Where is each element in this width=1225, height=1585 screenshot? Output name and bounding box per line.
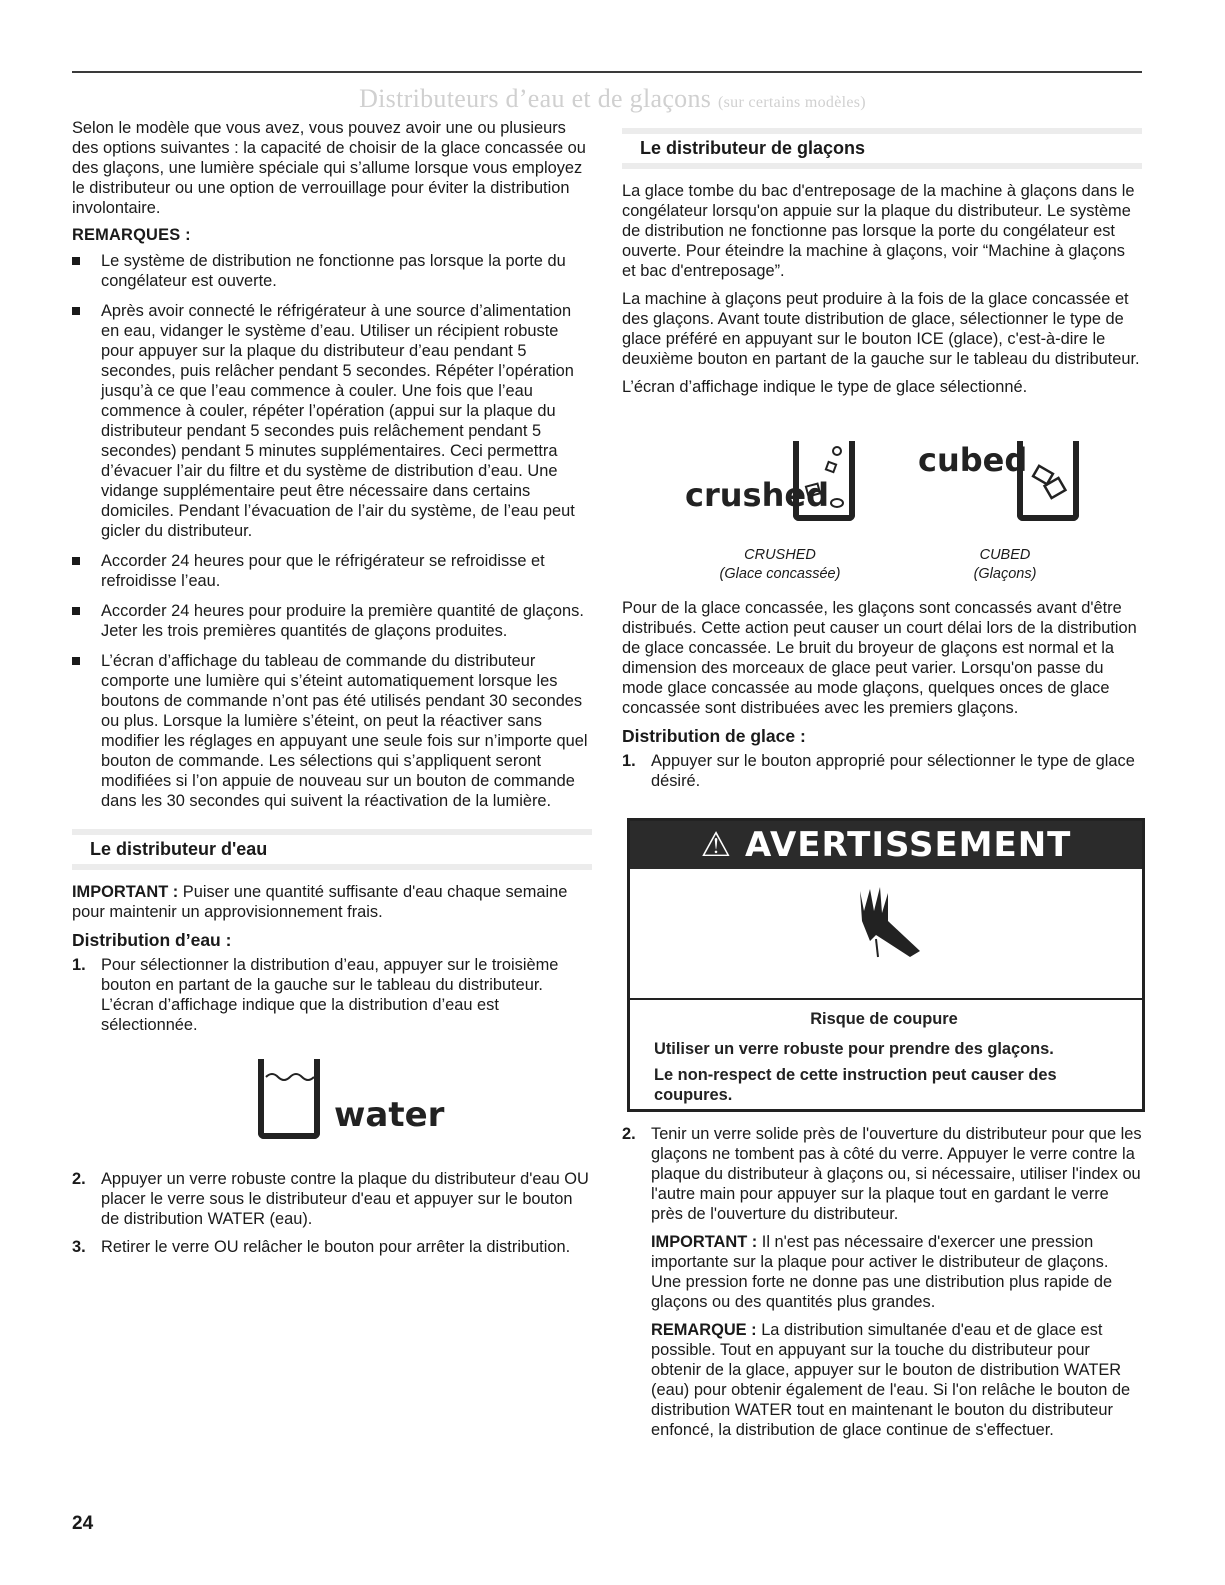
ice-remark-paragraph: REMARQUE : La distribution simultanée d'eau et de glace est possible. Tout en appuyant sur la touche du distributeur pour obtenir de la glace, appuyer sur le bouton de distribution WATER (eau) pour obtenir également de l'eau. Si l'on relâche le bouton de distribution WATER tout en maintenant le bouton du distributeur enfoncé, la distribution de glace continue de s'effectuer.: [651, 1321, 1131, 1439]
bullet-icon: [72, 657, 80, 665]
warning-title: AVERTISSEMENT: [744, 825, 1072, 865]
water-dispenser-heading: Le distributeur d'eau: [72, 829, 592, 870]
left-column: [72, 118, 592, 1265]
right-column-bottom: [622, 1124, 1142, 1448]
water-step-2: 2. Appuyer un verre robuste contre la plaque du distributeur d'eau OU placer le verre sous le distributeur d'eau et appuyer sur le bouton de distribution WATER (eau).: [72, 1170, 589, 1228]
ice-steps: [622, 751, 1142, 791]
water-important-paragraph: IMPORTANT : Puiser une quantité suffisante d'eau chaque semaine pour maintenir un approvisionnement frais.: [72, 883, 568, 921]
remark-item: L’écran d’affichage du tableau de commande du distributeur comporte une lumière qui s’éteint automatiquement lorsque les boutons de commande n’ont pas été utilisés pendant 30 secondes ou plus. Lorsque la lumière s’éteint, on peut la réactiver sans modifier les réglages en appuyant une seule fois sur n’importe quel bouton de commande. Les sélections qui s’appliquent seront modifiées si l’on appuie de nouveau sur un bouton de commande dans les 30 secondes qui suivent la réactivation de la lumière.: [72, 651, 592, 811]
page-title-subtitle: (sur certains modèles): [718, 94, 866, 111]
bullet-icon: [72, 307, 80, 315]
intro-paragraph: Selon le modèle que vous avez, vous pouvez avoir une ou plusieurs des options suivantes : la capacité de choisir de la glace concassée ou des glaçons, une lumière spéciale qui s’allume lorsque vous employez le distributeur ou une option de verrouillage pour éviter la distribution involontaire.: [72, 119, 586, 217]
remarks-list: [72, 251, 592, 811]
page-title-main: Distributeurs d’eau et de glaçons: [359, 84, 712, 113]
remarks-label: REMARQUES :: [72, 226, 191, 244]
water-distribution-heading: Distribution d’eau :: [72, 930, 232, 950]
warning-divider: [630, 998, 1142, 1000]
remark-label: REMARQUE :: [651, 1321, 757, 1339]
bullet-icon: [72, 257, 80, 265]
ice-paragraph-3: L’écran d’affichage indique le type de glace sélectionné.: [622, 378, 1028, 396]
ice-paragraph-2: La machine à glaçons peut produire à la fois de la glace concassée et des glaçons. Avant toute distribution de glace, sélectionner le type de glace préféré en appuyant sur le bouton ICE (glace), c'est-à-dire le deuxième bouton en partant de la gauche sur le tableau du distributeur.: [622, 290, 1140, 368]
bullet-icon: [72, 607, 80, 615]
ice-step-2: 2. Tenir un verre solide près de l'ouverture du distributeur pour que les glaçons ne tombent pas à côté du verre. Appuyer le verre contre la plaque du distributeur à glaçons ou, si nécessaire, utiliser l'index ou l'autre main pour appuyer sur la plaque tout en gardant le verre près de l'ouverture du distributeur.: [622, 1125, 1142, 1223]
page-number: 24: [72, 1513, 94, 1534]
warning-triangle-icon: ⚠: [700, 825, 733, 865]
remark-item: Après avoir connecté le réfrigérateur à une source d’alimentation en eau, vidanger le système d’eau. Utiliser un récipient robuste pour appuyer sur la plaque du distributeur d’eau pendant 5 secondes, puis relâcher pendant 5 secondes. Répéter l’opération jusqu’à ce que l’eau commence à couler. Une fois que l’eau commence à couler, répéter l’opération (appui sur la plaque du distributeur pendant 5 secondes puis relâchement pendant 5 secondes) pendant 5 minutes supplémentaires. Ceci permettra d’évacuer l’air du filtre et du système de distribution d’eau. Une vidange supplémentaire peut être nécessaire dans certains domiciles. Pendant l’évacuation de l’air du système, de l’eau peut gicler du distributeur.: [72, 301, 592, 541]
water-steps-continued: [72, 1169, 592, 1257]
warning-line-1: Utiliser un verre robuste pour prendre des glaçons.: [654, 1040, 1054, 1058]
water-glass-icon: [258, 1059, 320, 1139]
wave-icon: [264, 1067, 314, 1087]
ice-distribution-heading: Distribution de glace :: [622, 726, 806, 746]
water-step-1: 1. Pour sélectionner la distribution d’eau, appuyer sur le troisième bouton en partant de la gauche sur le tableau du distributeur. L’écran d’affichage indique que la distribution d’eau est sélectionnée.: [72, 956, 559, 1034]
ice-step-1: 1. Appuyer sur le bouton approprié pour sélectionner le type de glace désiré.: [622, 752, 1135, 790]
right-column-lower: [622, 598, 1142, 799]
cubed-label: cubed: [918, 441, 1028, 479]
water-icon-area: [72, 1043, 592, 1169]
water-step-3: 3. Retirer le verre OU relâcher le bouton pour arrêter la distribution.: [72, 1238, 571, 1256]
ice-dispenser-heading: Le distributeur de glaçons: [622, 128, 1142, 169]
ice-paragraph-1: La glace tombe du bac d'entreposage de la machine à glaçons dans le congélateur lorsqu'on appuie sur la plaque du distributeur. Le système de distribution ne fonctionne pas lorsque la porte du congélateur est ouverte. Pour éteindre la machine à glaçons, voir “Machine à glaçons et bac d'entreposage”.: [622, 182, 1135, 280]
ice-paragraph-4: Pour de la glace concassée, les glaçons sont concassés avant d'être distribués. Cette action peut causer un court délai lors de la distribution de glace concassée. Le bruit du broyeur de glaçons est normal et la dimension des morceaux de glace peut varier. Lorsqu'on passe du mode glace concassée au mode glaçons, quelques onces de glace concassée sont distribuées avec les premiers glaçons.: [622, 599, 1137, 717]
ice-steps-continued: [622, 1124, 1142, 1224]
page-title: [0, 84, 1225, 114]
cube-pieces-icon: [1023, 441, 1073, 515]
remark-item: Accorder 24 heures pour produire la première quantité de glaçons. Jeter les trois premières quantités de glaçons produites.: [72, 601, 592, 641]
right-column: [622, 118, 1142, 405]
warning-risk: Risque de coupure: [810, 1010, 958, 1028]
top-rule: [72, 71, 1142, 73]
water-label: water: [334, 1095, 445, 1135]
important-label: IMPORTANT :: [72, 883, 179, 901]
crushed-caption: CRUSHED (Glace concassée): [719, 547, 841, 582]
water-steps: [72, 955, 592, 1035]
remark-item: Le système de distribution ne fonctionne pas lorsque la porte du congélateur est ouverte.: [72, 251, 592, 291]
warning-box: [627, 818, 1145, 1112]
crushed-label: crushed: [685, 476, 829, 514]
cut-hand-icon: [840, 881, 930, 961]
bullet-icon: [72, 557, 80, 565]
important-label: IMPORTANT :: [651, 1233, 758, 1251]
warning-header: [630, 821, 1142, 869]
warning-line-2: Le non-respect de cette instruction peut causer des coupures.: [654, 1066, 1057, 1104]
cubed-caption: CUBED (Glaçons): [973, 547, 1037, 582]
remark-item: Accorder 24 heures pour que le réfrigérateur se refroidisse et refroidisse l’eau.: [72, 551, 592, 591]
ice-important-paragraph: IMPORTANT : Il n'est pas nécessaire d'exercer une pression importante sur la plaque pour activer le distributeur de glaçons. Une pression forte ne donne pas une distribution plus rapide de glaçons ou des quantités plus grandes.: [651, 1233, 1113, 1311]
